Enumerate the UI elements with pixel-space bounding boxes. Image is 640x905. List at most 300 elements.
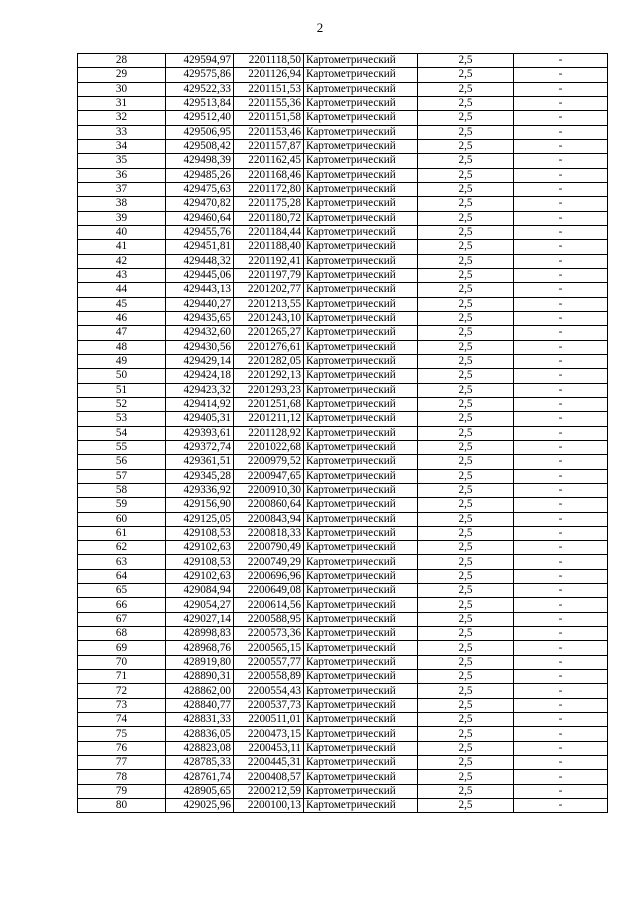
- y-coordinate-cell: 2201151,58: [234, 111, 304, 125]
- table-row: [78, 741, 608, 755]
- point-number-cell: 74: [78, 713, 166, 727]
- accuracy-cell: 2,5: [418, 369, 514, 383]
- method-cell: Картометрический: [304, 283, 418, 297]
- table-row: [78, 254, 608, 268]
- x-coordinate-cell: 429513,84: [166, 96, 234, 110]
- note-cell: -: [514, 283, 608, 297]
- accuracy-cell: 2,5: [418, 383, 514, 397]
- y-coordinate-cell: 2200860,64: [234, 498, 304, 512]
- note-cell: -: [514, 68, 608, 82]
- accuracy-cell: 2,5: [418, 283, 514, 297]
- y-coordinate-cell: 2200749,29: [234, 555, 304, 569]
- accuracy-cell: 2,5: [418, 455, 514, 469]
- point-number-cell: 33: [78, 125, 166, 139]
- y-coordinate-cell: 2201184,44: [234, 225, 304, 239]
- table-row: [78, 240, 608, 254]
- x-coordinate-cell: 429512,40: [166, 111, 234, 125]
- y-coordinate-cell: 2200979,52: [234, 455, 304, 469]
- point-number-cell: 31: [78, 96, 166, 110]
- accuracy-cell: 2,5: [418, 139, 514, 153]
- x-coordinate-cell: 429470,82: [166, 197, 234, 211]
- note-cell: -: [514, 713, 608, 727]
- table-row: [78, 125, 608, 139]
- point-number-cell: 42: [78, 254, 166, 268]
- table-row: [78, 154, 608, 168]
- table-row: [78, 641, 608, 655]
- method-cell: Картометрический: [304, 655, 418, 669]
- y-coordinate-cell: 2200557,77: [234, 655, 304, 669]
- accuracy-cell: 2,5: [418, 541, 514, 555]
- table-row: [78, 54, 608, 68]
- x-coordinate-cell: 428831,33: [166, 713, 234, 727]
- point-number-cell: 56: [78, 455, 166, 469]
- x-coordinate-cell: 429414,92: [166, 397, 234, 411]
- y-coordinate-cell: 2200588,95: [234, 612, 304, 626]
- accuracy-cell: 2,5: [418, 397, 514, 411]
- accuracy-cell: 2,5: [418, 154, 514, 168]
- point-number-cell: 43: [78, 268, 166, 282]
- point-number-cell: 75: [78, 727, 166, 741]
- accuracy-cell: 2,5: [418, 641, 514, 655]
- y-coordinate-cell: 2200100,13: [234, 799, 304, 813]
- point-number-cell: 76: [78, 741, 166, 755]
- note-cell: -: [514, 526, 608, 540]
- accuracy-cell: 2,5: [418, 340, 514, 354]
- table-row: [78, 268, 608, 282]
- accuracy-cell: 2,5: [418, 54, 514, 68]
- table-row: [78, 770, 608, 784]
- accuracy-cell: 2,5: [418, 784, 514, 798]
- method-cell: Картометрический: [304, 54, 418, 68]
- table-row: [78, 354, 608, 368]
- note-cell: -: [514, 340, 608, 354]
- note-cell: -: [514, 655, 608, 669]
- method-cell: Картометрический: [304, 612, 418, 626]
- page-number: 2: [316, 20, 324, 35]
- note-cell: -: [514, 168, 608, 182]
- table-row: [78, 455, 608, 469]
- table-row: [78, 655, 608, 669]
- x-coordinate-cell: 428905,65: [166, 784, 234, 798]
- x-coordinate-cell: 429508,42: [166, 139, 234, 153]
- table-row: [78, 670, 608, 684]
- point-number-cell: 30: [78, 82, 166, 96]
- y-coordinate-cell: 2201157,87: [234, 139, 304, 153]
- point-number-cell: 68: [78, 627, 166, 641]
- accuracy-cell: 2,5: [418, 440, 514, 454]
- x-coordinate-cell: 429424,18: [166, 369, 234, 383]
- accuracy-cell: 2,5: [418, 297, 514, 311]
- y-coordinate-cell: 2201188,40: [234, 240, 304, 254]
- y-coordinate-cell: 2201128,92: [234, 426, 304, 440]
- table-row: [78, 369, 608, 383]
- method-cell: Картометрический: [304, 354, 418, 368]
- method-cell: Картометрический: [304, 713, 418, 727]
- accuracy-cell: 2,5: [418, 111, 514, 125]
- accuracy-cell: 2,5: [418, 483, 514, 497]
- accuracy-cell: 2,5: [418, 168, 514, 182]
- y-coordinate-cell: 2201151,53: [234, 82, 304, 96]
- method-cell: Картометрический: [304, 340, 418, 354]
- x-coordinate-cell: 429432,60: [166, 326, 234, 340]
- accuracy-cell: 2,5: [418, 770, 514, 784]
- table-row: [78, 555, 608, 569]
- point-number-cell: 39: [78, 211, 166, 225]
- y-coordinate-cell: 2201022,68: [234, 440, 304, 454]
- point-number-cell: 38: [78, 197, 166, 211]
- note-cell: -: [514, 698, 608, 712]
- point-number-cell: 46: [78, 311, 166, 325]
- method-cell: Картометрический: [304, 426, 418, 440]
- point-number-cell: 57: [78, 469, 166, 483]
- method-cell: Картометрический: [304, 498, 418, 512]
- accuracy-cell: 2,5: [418, 670, 514, 684]
- note-cell: -: [514, 96, 608, 110]
- y-coordinate-cell: 2201276,61: [234, 340, 304, 354]
- x-coordinate-cell: 429372,74: [166, 440, 234, 454]
- method-cell: Картометрический: [304, 569, 418, 583]
- point-number-cell: 73: [78, 698, 166, 712]
- accuracy-cell: 2,5: [418, 125, 514, 139]
- point-number-cell: 28: [78, 54, 166, 68]
- accuracy-cell: 2,5: [418, 240, 514, 254]
- method-cell: Картометрический: [304, 469, 418, 483]
- table-row: [78, 512, 608, 526]
- point-number-cell: 37: [78, 182, 166, 196]
- table-row: [78, 68, 608, 82]
- point-number-cell: 62: [78, 541, 166, 555]
- table-row: [78, 340, 608, 354]
- table-row: [78, 483, 608, 497]
- x-coordinate-cell: 429485,26: [166, 168, 234, 182]
- x-coordinate-cell: 429451,81: [166, 240, 234, 254]
- method-cell: Картометрический: [304, 440, 418, 454]
- accuracy-cell: 2,5: [418, 526, 514, 540]
- point-number-cell: 71: [78, 670, 166, 684]
- method-cell: Картометрический: [304, 397, 418, 411]
- table-row: [78, 598, 608, 612]
- table-row: [78, 541, 608, 555]
- accuracy-cell: 2,5: [418, 627, 514, 641]
- method-cell: Картометрический: [304, 741, 418, 755]
- note-cell: -: [514, 254, 608, 268]
- table-row: [78, 440, 608, 454]
- note-cell: -: [514, 197, 608, 211]
- x-coordinate-cell: 428840,77: [166, 698, 234, 712]
- method-cell: Картометрический: [304, 168, 418, 182]
- method-cell: Картометрический: [304, 784, 418, 798]
- table-row: [78, 326, 608, 340]
- method-cell: Картометрический: [304, 111, 418, 125]
- note-cell: -: [514, 426, 608, 440]
- table-row: [78, 397, 608, 411]
- y-coordinate-cell: 2201213,55: [234, 297, 304, 311]
- y-coordinate-cell: 2200843,94: [234, 512, 304, 526]
- accuracy-cell: 2,5: [418, 698, 514, 712]
- accuracy-cell: 2,5: [418, 326, 514, 340]
- note-cell: -: [514, 799, 608, 813]
- method-cell: Картометрический: [304, 369, 418, 383]
- accuracy-cell: 2,5: [418, 741, 514, 755]
- accuracy-cell: 2,5: [418, 584, 514, 598]
- accuracy-cell: 2,5: [418, 254, 514, 268]
- table-row: [78, 111, 608, 125]
- point-number-cell: 50: [78, 369, 166, 383]
- x-coordinate-cell: 429498,39: [166, 154, 234, 168]
- table-row: [78, 311, 608, 325]
- note-cell: -: [514, 440, 608, 454]
- point-number-cell: 66: [78, 598, 166, 612]
- point-number-cell: 77: [78, 756, 166, 770]
- y-coordinate-cell: 2201265,27: [234, 326, 304, 340]
- note-cell: -: [514, 641, 608, 655]
- method-cell: Картометрический: [304, 412, 418, 426]
- point-number-cell: 78: [78, 770, 166, 784]
- y-coordinate-cell: 2200947,65: [234, 469, 304, 483]
- y-coordinate-cell: 2200212,59: [234, 784, 304, 798]
- y-coordinate-cell: 2201153,46: [234, 125, 304, 139]
- accuracy-cell: 2,5: [418, 68, 514, 82]
- table-row: [78, 197, 608, 211]
- table-row: [78, 756, 608, 770]
- note-cell: -: [514, 311, 608, 325]
- x-coordinate-cell: 429108,53: [166, 555, 234, 569]
- table-row: [78, 139, 608, 153]
- point-number-cell: 79: [78, 784, 166, 798]
- x-coordinate-cell: 429125,05: [166, 512, 234, 526]
- x-coordinate-cell: 429025,96: [166, 799, 234, 813]
- x-coordinate-cell: 429443,13: [166, 283, 234, 297]
- note-cell: -: [514, 555, 608, 569]
- method-cell: Картометрический: [304, 627, 418, 641]
- point-number-cell: 59: [78, 498, 166, 512]
- table-row: [78, 799, 608, 813]
- x-coordinate-cell: 429460,64: [166, 211, 234, 225]
- accuracy-cell: 2,5: [418, 412, 514, 426]
- note-cell: -: [514, 383, 608, 397]
- y-coordinate-cell: 2200537,73: [234, 698, 304, 712]
- method-cell: Картометрический: [304, 512, 418, 526]
- x-coordinate-cell: 429475,63: [166, 182, 234, 196]
- y-coordinate-cell: 2201168,46: [234, 168, 304, 182]
- table-row: [78, 168, 608, 182]
- point-number-cell: 34: [78, 139, 166, 153]
- accuracy-cell: 2,5: [418, 598, 514, 612]
- point-number-cell: 70: [78, 655, 166, 669]
- note-cell: -: [514, 541, 608, 555]
- method-cell: Картометрический: [304, 727, 418, 741]
- y-coordinate-cell: 2200910,30: [234, 483, 304, 497]
- note-cell: -: [514, 770, 608, 784]
- table-row: [78, 469, 608, 483]
- note-cell: -: [514, 512, 608, 526]
- table-row: [78, 684, 608, 698]
- table-row: [78, 698, 608, 712]
- table-row: [78, 713, 608, 727]
- note-cell: -: [514, 612, 608, 626]
- point-number-cell: 65: [78, 584, 166, 598]
- x-coordinate-cell: 429448,32: [166, 254, 234, 268]
- x-coordinate-cell: 429445,06: [166, 268, 234, 282]
- method-cell: Картометрический: [304, 483, 418, 497]
- x-coordinate-cell: 429393,61: [166, 426, 234, 440]
- method-cell: Картометрический: [304, 526, 418, 540]
- accuracy-cell: 2,5: [418, 469, 514, 483]
- point-number-cell: 47: [78, 326, 166, 340]
- y-coordinate-cell: 2201175,28: [234, 197, 304, 211]
- x-coordinate-cell: 428862,00: [166, 684, 234, 698]
- point-number-cell: 36: [78, 168, 166, 182]
- method-cell: Картометрический: [304, 598, 418, 612]
- method-cell: Картометрический: [304, 268, 418, 282]
- note-cell: -: [514, 297, 608, 311]
- note-cell: -: [514, 397, 608, 411]
- table-row: [78, 283, 608, 297]
- x-coordinate-cell: 429102,63: [166, 541, 234, 555]
- method-cell: Картометрический: [304, 756, 418, 770]
- y-coordinate-cell: 2201243,10: [234, 311, 304, 325]
- table-row: [78, 627, 608, 641]
- table-row: [78, 784, 608, 798]
- method-cell: Картометрический: [304, 154, 418, 168]
- point-number-cell: 63: [78, 555, 166, 569]
- note-cell: -: [514, 627, 608, 641]
- point-number-cell: 48: [78, 340, 166, 354]
- table-row: [78, 182, 608, 196]
- note-cell: -: [514, 139, 608, 153]
- method-cell: Картометрический: [304, 139, 418, 153]
- accuracy-cell: 2,5: [418, 612, 514, 626]
- accuracy-cell: 2,5: [418, 555, 514, 569]
- accuracy-cell: 2,5: [418, 655, 514, 669]
- accuracy-cell: 2,5: [418, 182, 514, 196]
- y-coordinate-cell: 2201118,50: [234, 54, 304, 68]
- accuracy-cell: 2,5: [418, 756, 514, 770]
- x-coordinate-cell: 429440,27: [166, 297, 234, 311]
- note-cell: -: [514, 54, 608, 68]
- accuracy-cell: 2,5: [418, 727, 514, 741]
- y-coordinate-cell: 2201292,13: [234, 369, 304, 383]
- note-cell: -: [514, 412, 608, 426]
- point-number-cell: 49: [78, 354, 166, 368]
- x-coordinate-cell: 428968,76: [166, 641, 234, 655]
- x-coordinate-cell: 429430,56: [166, 340, 234, 354]
- y-coordinate-cell: 2200558,89: [234, 670, 304, 684]
- method-cell: Картометрический: [304, 82, 418, 96]
- note-cell: -: [514, 569, 608, 583]
- point-number-cell: 54: [78, 426, 166, 440]
- note-cell: -: [514, 756, 608, 770]
- point-number-cell: 61: [78, 526, 166, 540]
- x-coordinate-cell: 428919,80: [166, 655, 234, 669]
- point-number-cell: 29: [78, 68, 166, 82]
- point-number-cell: 35: [78, 154, 166, 168]
- x-coordinate-cell: 429435,65: [166, 311, 234, 325]
- y-coordinate-cell: 2200473,15: [234, 727, 304, 741]
- method-cell: Картометрический: [304, 541, 418, 555]
- note-cell: -: [514, 182, 608, 196]
- y-coordinate-cell: 2200445,31: [234, 756, 304, 770]
- note-cell: -: [514, 741, 608, 755]
- y-coordinate-cell: 2201251,68: [234, 397, 304, 411]
- y-coordinate-cell: 2201180,72: [234, 211, 304, 225]
- y-coordinate-cell: 2201197,79: [234, 268, 304, 282]
- method-cell: Картометрический: [304, 555, 418, 569]
- x-coordinate-cell: 428998,83: [166, 627, 234, 641]
- note-cell: -: [514, 326, 608, 340]
- method-cell: Картометрический: [304, 684, 418, 698]
- x-coordinate-cell: 429336,92: [166, 483, 234, 497]
- note-cell: -: [514, 111, 608, 125]
- note-cell: -: [514, 82, 608, 96]
- x-coordinate-cell: 428785,33: [166, 756, 234, 770]
- method-cell: Картометрический: [304, 799, 418, 813]
- x-coordinate-cell: 429054,27: [166, 598, 234, 612]
- accuracy-cell: 2,5: [418, 498, 514, 512]
- note-cell: -: [514, 584, 608, 598]
- y-coordinate-cell: 2200614,56: [234, 598, 304, 612]
- x-coordinate-cell: 429108,53: [166, 526, 234, 540]
- y-coordinate-cell: 2200790,49: [234, 541, 304, 555]
- y-coordinate-cell: 2200408,57: [234, 770, 304, 784]
- method-cell: Картометрический: [304, 254, 418, 268]
- note-cell: -: [514, 125, 608, 139]
- point-number-cell: 40: [78, 225, 166, 239]
- note-cell: -: [514, 354, 608, 368]
- table-row: [78, 612, 608, 626]
- point-number-cell: 44: [78, 283, 166, 297]
- x-coordinate-cell: 429429,14: [166, 354, 234, 368]
- x-coordinate-cell: 428890,31: [166, 670, 234, 684]
- x-coordinate-cell: 429575,86: [166, 68, 234, 82]
- accuracy-cell: 2,5: [418, 197, 514, 211]
- accuracy-cell: 2,5: [418, 713, 514, 727]
- point-number-cell: 51: [78, 383, 166, 397]
- point-number-cell: 52: [78, 397, 166, 411]
- y-coordinate-cell: 2200554,43: [234, 684, 304, 698]
- y-coordinate-cell: 2201155,36: [234, 96, 304, 110]
- point-number-cell: 64: [78, 569, 166, 583]
- accuracy-cell: 2,5: [418, 569, 514, 583]
- accuracy-cell: 2,5: [418, 426, 514, 440]
- x-coordinate-cell: 429405,31: [166, 412, 234, 426]
- point-number-cell: 58: [78, 483, 166, 497]
- point-number-cell: 45: [78, 297, 166, 311]
- point-number-cell: 41: [78, 240, 166, 254]
- method-cell: Картометрический: [304, 297, 418, 311]
- point-number-cell: 32: [78, 111, 166, 125]
- note-cell: -: [514, 483, 608, 497]
- y-coordinate-cell: 2201293,23: [234, 383, 304, 397]
- x-coordinate-cell: 429522,33: [166, 82, 234, 96]
- accuracy-cell: 2,5: [418, 512, 514, 526]
- method-cell: Картометрический: [304, 383, 418, 397]
- note-cell: -: [514, 498, 608, 512]
- y-coordinate-cell: 2201172,80: [234, 182, 304, 196]
- y-coordinate-cell: 2200565,15: [234, 641, 304, 655]
- table-row: [78, 727, 608, 741]
- x-coordinate-cell: 429455,76: [166, 225, 234, 239]
- table-row: [78, 96, 608, 110]
- y-coordinate-cell: 2201192,41: [234, 254, 304, 268]
- method-cell: Картометрический: [304, 326, 418, 340]
- point-number-cell: 80: [78, 799, 166, 813]
- table-row: [78, 225, 608, 239]
- method-cell: Картометрический: [304, 698, 418, 712]
- note-cell: -: [514, 369, 608, 383]
- x-coordinate-cell: 429361,51: [166, 455, 234, 469]
- table-row: [78, 584, 608, 598]
